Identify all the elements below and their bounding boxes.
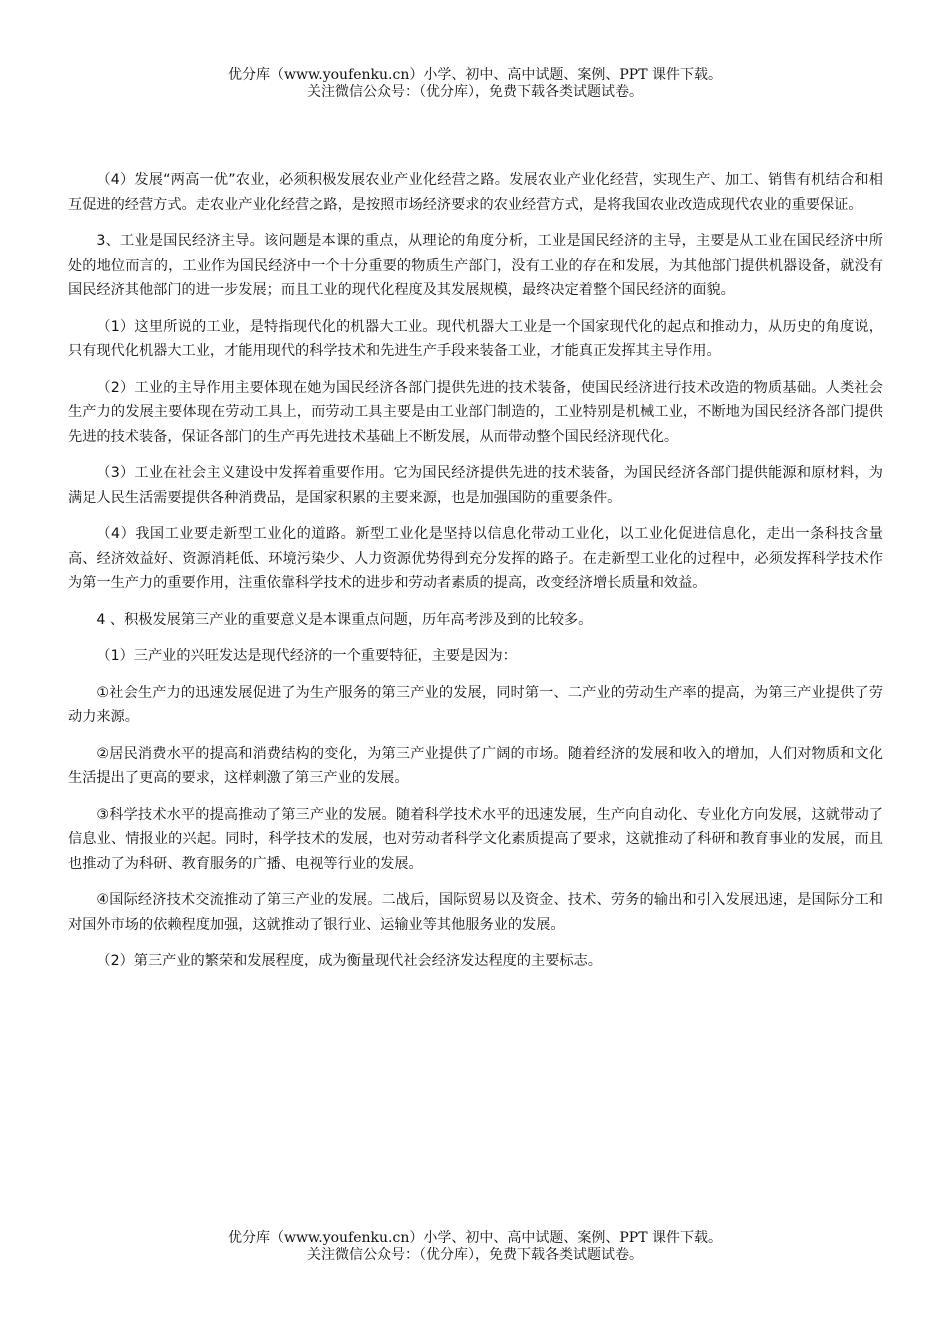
header-line-1: 优分库（www.youfenku.cn）小学、初中、高中试题、案例、PPT 课件下载。 (227, 67, 722, 83)
page-header (0, 67, 950, 101)
page-footer (0, 1230, 950, 1264)
document-body (68, 168, 883, 986)
footer-line-2: 关注微信公众号：（优分库），免费下载各类试题试卷。 (307, 1247, 643, 1263)
paragraph-tertiary-1: （1）三产业的兴旺发达是现代经济的一个重要特征，主要是因为： (96, 648, 517, 664)
paragraph-tertiary-2: （2）第三产业的繁荣和发展程度，成为衡量现代社会经济发达程度的主要标志。 (96, 953, 602, 969)
paragraph-industry-lead: 3、工业是国民经济主导。该问题是本课的重点，从理论的角度分析，工业是国民经济的主导，主要是从工业在国民经济中所处的地位而言的，工业作为国民经济中一个十分重要的物质生产部门，没有工业的存在和发展，为其他部门提供机器设备，就没有国民经济其他部门的进一步发展；而且工业的现代化程度及其发展规模，最终决定着整个国民经济的面貌。 (68, 233, 883, 298)
paragraph-tertiary-1c: ③科学技术水平的提高推动了第三产业的发展。随着科学技术水平的迅速发展，生产向自动化、专业化方向发展，这就带动了信息业、情报业的兴起。同时，科学技术的发展，也对劳动者科学文化素质提高了要求，这就推动了科研和教育事业的发展，而且也推动了为科研、教育服务的广播、电视等行业的发展。 (68, 806, 883, 872)
header-line-2: 关注微信公众号：（优分库），免费下载各类试题试卷。 (307, 84, 643, 100)
paragraph-tertiary-lead: 4 、积极发展第三产业的重要意义是本课重点问题，历年高考涉及到的比较多。 (96, 611, 593, 628)
paragraph-industry-1: （1）这里所说的工业，是特指现代化的机器大工业。现代机器大工业是一个国家现代化的起点和推动力，从历史的角度说，只有现代化机器大工业，才能用现代的科学技术和先进生产手段来装备工业，才能真正发挥其主导作用。 (68, 318, 883, 359)
footer-line-1: 优分库（www.youfenku.cn）小学、初中、高中试题、案例、PPT 课件下载。 (227, 1230, 722, 1246)
paragraph-industry-2: （2）工业的主导作用主要体现在她为国民经济各部门提供先进的技术装备，使国民经济进行技术改造的物质基础。人类社会生产力的发展主要体现在劳动工具上，而劳动工具主要是由工业部门制造的，工业特别是机械工业，不断地为国民经济各部门提供先进的技术装备，保证各部门的生产再先进技术基础上不断发展，从而带动整个国民经济现代化。 (68, 379, 883, 445)
paragraph-industry-3: （3）工业在社会主义建设中发挥着重要作用。它为国民经济提供先进的技术装备，为国民经济各部门提供能源和原材料，为满足人民生活需要提供各种消费品，是国家积累的主要来源，也是加强国防的重要条件。 (68, 465, 883, 506)
paragraph-agriculture-4: （4）发展“两高一优”农业，必须积极发展农业产业化经营之路。发展农业产业化经营，实现生产、加工、销售有机结合和相互促进的经营方式。走农业产业化经营之路，是按照市场经济要求的农业经营方式，是将我国农业改造成现代农业的重要保证。 (68, 172, 883, 213)
paragraph-tertiary-1d: ④国际经济技术交流推动了第三产业的发展。二战后，国际贸易以及资金、技术、劳务的输出和引入发展迅速，是国际分工和对国外市场的依赖程度加强，这就推动了银行业、运输业等其他服务业的发展。 (68, 892, 883, 933)
paragraph-industry-4: （4）我国工业要走新型工业化的道路。新型工业化是坚持以信息化带动工业化，以工业化促进信息化，走出一条科技含量高、经济效益好、资源消耗低、环境污染少、人力资源优势得到充分发挥的路子。在走新型工业化的过程中，必须发挥科学技术作为第一生产力的重要作用，注重依靠科学技术的进步和劳动者素质的提高，改变经济增长质量和效益。 (68, 526, 883, 591)
paragraph-tertiary-1a: ①社会生产力的迅速发展促进了为生产服务的第三产业的发展，同时第一、二产业的劳动生产率的提高，为第三产业提供了劳动力来源。 (68, 684, 883, 725)
paragraph-tertiary-1b: ②居民消费水平的提高和消费结构的变化，为第三产业提供了广阔的市场。随着经济的发展和收入的增加，人们对物质和文化生活提出了更高的要求，这样刺激了第三产业的发展。 (68, 745, 883, 786)
